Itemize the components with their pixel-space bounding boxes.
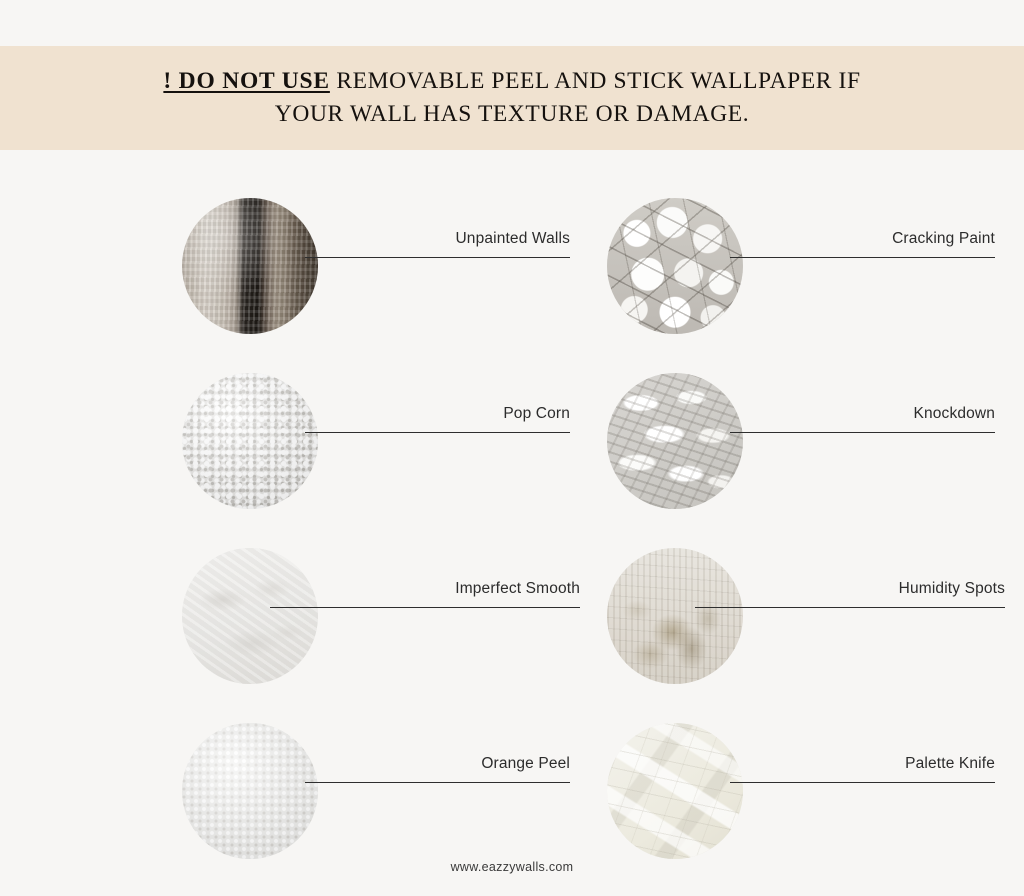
label-underline bbox=[695, 607, 1005, 608]
label-underline bbox=[305, 782, 570, 783]
texture-sample-grid bbox=[0, 150, 1024, 850]
warning-banner bbox=[0, 46, 1024, 150]
label-block-pop-corn bbox=[305, 405, 570, 433]
sample-imperfect-smooth bbox=[150, 538, 580, 713]
sample-humidity-spots bbox=[575, 538, 1005, 713]
label-block-orange-peel bbox=[305, 755, 570, 783]
sample-label: Palette Knife bbox=[905, 755, 995, 772]
swatch-orange-peel bbox=[182, 723, 318, 859]
swatch-humidity-spots bbox=[607, 548, 743, 684]
sample-pop-corn bbox=[150, 363, 580, 538]
sample-unpainted-walls bbox=[150, 188, 580, 363]
texture-image-cracking-paint bbox=[607, 198, 743, 334]
texture-image-palette-knife bbox=[607, 723, 743, 859]
sample-knockdown bbox=[575, 363, 1005, 538]
sample-label: Imperfect Smooth bbox=[455, 580, 580, 597]
sample-label: Knockdown bbox=[913, 405, 995, 422]
label-block-unpainted-walls bbox=[305, 230, 570, 258]
label-block-humidity-spots bbox=[695, 580, 1005, 608]
texture-image-unpainted-walls bbox=[182, 198, 318, 334]
swatch-unpainted-walls bbox=[182, 198, 318, 334]
swatch-imperfect-smooth bbox=[182, 548, 318, 684]
sample-label: Unpainted Walls bbox=[455, 230, 570, 247]
label-block-knockdown bbox=[730, 405, 995, 433]
swatch-pop-corn bbox=[182, 373, 318, 509]
warning-emphasis: ! DO NOT USE bbox=[163, 67, 330, 94]
label-block-imperfect-smooth bbox=[270, 580, 580, 608]
footer-website: www.eazzywalls.com bbox=[450, 860, 574, 874]
swatch-cracking-paint bbox=[607, 198, 743, 334]
swatch-palette-knife bbox=[607, 723, 743, 859]
sample-cracking-paint bbox=[575, 188, 1005, 363]
warning-line-one-rest: REMOVABLE PEEL AND STICK WALLPAPER IF bbox=[329, 67, 861, 94]
label-block-cracking-paint bbox=[730, 230, 995, 258]
texture-image-humidity-spots bbox=[607, 548, 743, 684]
label-underline bbox=[730, 432, 995, 433]
warning-line-two: YOUR WALL HAS TEXTURE OR DAMAGE. bbox=[274, 101, 750, 127]
label-underline bbox=[305, 257, 570, 258]
texture-image-pop-corn bbox=[182, 373, 318, 509]
sample-label: Cracking Paint bbox=[892, 230, 995, 247]
label-underline bbox=[270, 607, 580, 608]
swatch-knockdown bbox=[607, 373, 743, 509]
warning-banner-text bbox=[93, 65, 930, 132]
sample-label: Pop Corn bbox=[503, 405, 570, 422]
texture-image-knockdown bbox=[607, 373, 743, 509]
texture-image-imperfect-smooth bbox=[182, 548, 318, 684]
label-underline bbox=[730, 782, 995, 783]
label-underline bbox=[730, 257, 995, 258]
sample-label: Orange Peel bbox=[481, 755, 570, 772]
label-underline bbox=[305, 432, 570, 433]
texture-image-orange-peel bbox=[182, 723, 318, 859]
label-block-palette-knife bbox=[730, 755, 995, 783]
sample-label: Humidity Spots bbox=[898, 580, 1005, 597]
